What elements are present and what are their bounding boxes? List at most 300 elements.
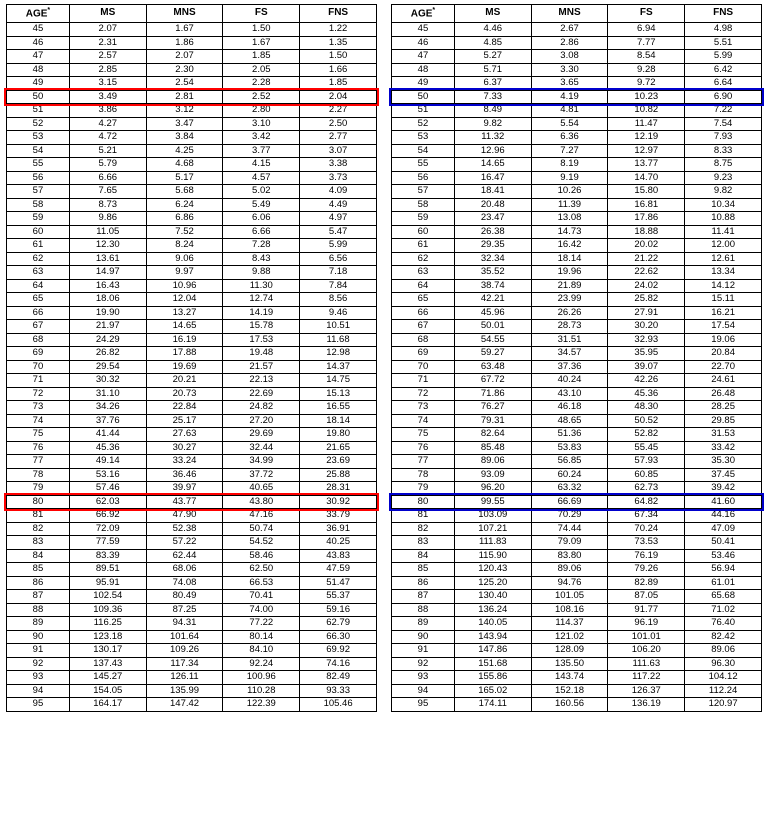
cell-ms: 136.24 (454, 603, 531, 617)
cell-fs: 54.52 (223, 536, 300, 550)
table-row (7, 441, 377, 455)
cell-age: 60 (392, 225, 455, 239)
cell-fs: 16.81 (608, 198, 685, 212)
cell-mns: 79.09 (531, 536, 608, 550)
cell-ms: 9.82 (454, 117, 531, 131)
cell-fs: 57.93 (608, 455, 685, 469)
cell-age: 56 (7, 171, 70, 185)
cell-age: 84 (7, 549, 70, 563)
cell-ms: 107.21 (454, 522, 531, 536)
cell-mns: 20.21 (146, 374, 223, 388)
cell-fns: 11.68 (300, 333, 377, 347)
table-row (7, 198, 377, 212)
cell-fns: 1.35 (300, 36, 377, 50)
cell-fns: 10.51 (300, 320, 377, 334)
cell-mns: 3.84 (146, 131, 223, 145)
table-row (7, 333, 377, 347)
cell-mns: 23.99 (531, 293, 608, 307)
cell-fs: 14.19 (223, 306, 300, 320)
cell-mns: 9.97 (146, 266, 223, 280)
table-row (392, 576, 762, 590)
table-row (7, 630, 377, 644)
table-row (7, 360, 377, 374)
cell-ms: 93.09 (454, 468, 531, 482)
cell-mns: 2.67 (531, 23, 608, 37)
cell-age: 79 (392, 482, 455, 496)
cell-fs: 64.82 (608, 495, 685, 509)
cell-fs: 32.44 (223, 441, 300, 455)
cell-age: 57 (392, 185, 455, 199)
cell-age: 76 (392, 441, 455, 455)
left-table-wrapper (6, 4, 377, 824)
cell-ms: 21.97 (69, 320, 146, 334)
cell-fs: 9.28 (608, 63, 685, 77)
cell-age: 66 (392, 306, 455, 320)
table-row (392, 401, 762, 415)
cell-mns: 80.49 (146, 590, 223, 604)
cell-age: 76 (7, 441, 70, 455)
cell-age: 77 (392, 455, 455, 469)
cell-age: 59 (7, 212, 70, 226)
cell-fns: 56.94 (685, 563, 762, 577)
cell-ms: 2.85 (69, 63, 146, 77)
cell-fns: 24.61 (685, 374, 762, 388)
cell-mns: 2.86 (531, 36, 608, 50)
cell-age: 70 (7, 360, 70, 374)
cell-fs: 5.49 (223, 198, 300, 212)
cell-fns: 8.75 (685, 158, 762, 172)
cell-fns: 19.80 (300, 428, 377, 442)
cell-ms: 111.83 (454, 536, 531, 550)
cell-fns: 7.18 (300, 266, 377, 280)
cell-ms: 5.79 (69, 158, 146, 172)
cell-age: 67 (7, 320, 70, 334)
table-row (392, 90, 762, 104)
cell-ms: 42.21 (454, 293, 531, 307)
cell-ms: 115.90 (454, 549, 531, 563)
cell-fns: 33.79 (300, 509, 377, 523)
cell-ms: 147.86 (454, 644, 531, 658)
table-row (392, 563, 762, 577)
cell-ms: 13.61 (69, 252, 146, 266)
cell-ms: 83.39 (69, 549, 146, 563)
cell-fs: 126.37 (608, 684, 685, 698)
column-header-ms: MS (69, 5, 146, 23)
cell-mns: 87.25 (146, 603, 223, 617)
cell-fs: 1.85 (223, 50, 300, 64)
table-header-row (392, 5, 762, 23)
cell-ms: 79.31 (454, 414, 531, 428)
cell-age: 61 (7, 239, 70, 253)
cell-mns: 19.96 (531, 266, 608, 280)
table-row (392, 320, 762, 334)
column-header-age-label: AGE (410, 8, 433, 20)
cell-mns: 40.24 (531, 374, 608, 388)
cell-mns: 33.24 (146, 455, 223, 469)
cell-fs: 19.48 (223, 347, 300, 361)
table-row (392, 549, 762, 563)
cell-age: 52 (7, 117, 70, 131)
cell-age: 68 (7, 333, 70, 347)
cell-fs: 5.02 (223, 185, 300, 199)
cell-fns: 13.34 (685, 266, 762, 280)
cell-fs: 110.28 (223, 684, 300, 698)
cell-mns: 36.46 (146, 468, 223, 482)
cell-mns: 30.27 (146, 441, 223, 455)
cell-ms: 3.49 (69, 90, 146, 104)
cell-fs: 87.05 (608, 590, 685, 604)
cell-age: 62 (7, 252, 70, 266)
cell-mns: 160.56 (531, 698, 608, 712)
column-header-fns: FNS (300, 5, 377, 23)
cell-fs: 8.54 (608, 50, 685, 64)
table-row (7, 387, 377, 401)
cell-fns: 82.42 (685, 630, 762, 644)
cell-mns: 57.22 (146, 536, 223, 550)
table-header-row (7, 5, 377, 23)
cell-fns: 18.14 (300, 414, 377, 428)
cell-fns: 5.51 (685, 36, 762, 50)
cell-mns: 26.26 (531, 306, 608, 320)
cell-age: 66 (7, 306, 70, 320)
cell-fs: 6.94 (608, 23, 685, 37)
column-header-ms: MS (454, 5, 531, 23)
table-row (7, 320, 377, 334)
cell-mns: 4.68 (146, 158, 223, 172)
cell-fns: 4.09 (300, 185, 377, 199)
cell-age: 56 (392, 171, 455, 185)
cell-fs: 43.80 (223, 495, 300, 509)
table-row (392, 104, 762, 118)
table-row (7, 536, 377, 550)
cell-age: 75 (392, 428, 455, 442)
cell-fns: 93.33 (300, 684, 377, 698)
cell-mns: 52.38 (146, 522, 223, 536)
cell-mns: 109.26 (146, 644, 223, 658)
cell-age: 83 (392, 536, 455, 550)
cell-age: 52 (392, 117, 455, 131)
cell-ms: 85.48 (454, 441, 531, 455)
cell-fns: 47.09 (685, 522, 762, 536)
right-table-wrapper (391, 4, 762, 824)
table-row (7, 23, 377, 37)
cell-fs: 9.72 (608, 77, 685, 91)
cell-fs: 106.20 (608, 644, 685, 658)
cell-age: 89 (7, 617, 70, 631)
cell-mns: 19.69 (146, 360, 223, 374)
table-row (392, 522, 762, 536)
cell-age: 63 (392, 266, 455, 280)
table-row (392, 158, 762, 172)
cell-fs: 111.63 (608, 657, 685, 671)
cell-mns: 121.02 (531, 630, 608, 644)
cell-mns: 34.57 (531, 347, 608, 361)
table-row (392, 117, 762, 131)
cell-ms: 57.46 (69, 482, 146, 496)
cell-mns: 9.19 (531, 171, 608, 185)
cell-mns: 13.27 (146, 306, 223, 320)
column-header-mns: MNS (146, 5, 223, 23)
table-row (392, 144, 762, 158)
cell-mns: 101.05 (531, 590, 608, 604)
cell-mns: 108.16 (531, 603, 608, 617)
cell-fs: 52.82 (608, 428, 685, 442)
table-row (7, 144, 377, 158)
cell-ms: 2.57 (69, 50, 146, 64)
cell-fs: 7.77 (608, 36, 685, 50)
cell-fns: 59.16 (300, 603, 377, 617)
table-row (392, 63, 762, 77)
table-row (7, 117, 377, 131)
cell-ms: 14.97 (69, 266, 146, 280)
cell-fs: 3.42 (223, 131, 300, 145)
cell-mns: 83.80 (531, 549, 608, 563)
cell-fns: 1.66 (300, 63, 377, 77)
table-row (392, 360, 762, 374)
cell-fs: 22.62 (608, 266, 685, 280)
cell-fns: 82.49 (300, 671, 377, 685)
cell-fs: 2.05 (223, 63, 300, 77)
cell-fns: 2.50 (300, 117, 377, 131)
cell-fs: 7.28 (223, 239, 300, 253)
cell-age: 73 (392, 401, 455, 415)
cell-fs: 91.77 (608, 603, 685, 617)
table-row (7, 522, 377, 536)
cell-ms: 11.32 (454, 131, 531, 145)
cell-mns: 101.64 (146, 630, 223, 644)
cell-age: 67 (392, 320, 455, 334)
cell-fns: 19.06 (685, 333, 762, 347)
cell-age: 62 (392, 252, 455, 266)
cell-fs: 20.02 (608, 239, 685, 253)
cell-ms: 18.06 (69, 293, 146, 307)
cell-fns: 2.77 (300, 131, 377, 145)
cell-ms: 89.06 (454, 455, 531, 469)
cell-fns: 41.60 (685, 495, 762, 509)
cell-fs: 24.82 (223, 401, 300, 415)
cell-ms: 11.05 (69, 225, 146, 239)
cell-age: 49 (7, 77, 70, 91)
table-row (392, 171, 762, 185)
column-header-age (7, 5, 70, 23)
cell-mns: 16.42 (531, 239, 608, 253)
cell-mns: 3.30 (531, 63, 608, 77)
cell-ms: 49.14 (69, 455, 146, 469)
cell-fns: 25.88 (300, 468, 377, 482)
cell-ms: 102.54 (69, 590, 146, 604)
cell-mns: 1.67 (146, 23, 223, 37)
cell-fs: 34.99 (223, 455, 300, 469)
cell-age: 71 (392, 374, 455, 388)
cell-fns: 12.61 (685, 252, 762, 266)
cell-ms: 45.36 (69, 441, 146, 455)
column-header-age (392, 5, 455, 23)
cell-mns: 7.52 (146, 225, 223, 239)
table-row (392, 293, 762, 307)
cell-age: 81 (7, 509, 70, 523)
cell-ms: 29.54 (69, 360, 146, 374)
right-table-head (392, 5, 762, 23)
cell-ms: 4.85 (454, 36, 531, 50)
table-row (392, 225, 762, 239)
cell-age: 68 (392, 333, 455, 347)
table-row (392, 684, 762, 698)
cell-age: 89 (392, 617, 455, 631)
table-row (392, 198, 762, 212)
cell-age: 82 (392, 522, 455, 536)
cell-age: 64 (392, 279, 455, 293)
cell-mns: 20.73 (146, 387, 223, 401)
cell-age: 90 (7, 630, 70, 644)
table-row (392, 387, 762, 401)
cell-ms: 16.43 (69, 279, 146, 293)
cell-fs: 4.15 (223, 158, 300, 172)
table-row (392, 617, 762, 631)
cell-fns: 31.53 (685, 428, 762, 442)
cell-fs: 24.02 (608, 279, 685, 293)
cell-mns: 5.17 (146, 171, 223, 185)
cell-fns: 71.02 (685, 603, 762, 617)
cell-mns: 5.54 (531, 117, 608, 131)
cell-fns: 10.34 (685, 198, 762, 212)
cell-fs: 9.88 (223, 266, 300, 280)
cell-fs: 22.69 (223, 387, 300, 401)
cell-fs: 117.22 (608, 671, 685, 685)
cell-age: 48 (7, 63, 70, 77)
cell-fs: 76.19 (608, 549, 685, 563)
cell-age: 83 (7, 536, 70, 550)
cell-fs: 11.47 (608, 117, 685, 131)
cell-age: 48 (392, 63, 455, 77)
cell-fs: 77.22 (223, 617, 300, 631)
cell-age: 92 (7, 657, 70, 671)
left-rate-table (6, 4, 377, 712)
cell-age: 47 (392, 50, 455, 64)
table-row (392, 36, 762, 50)
table-row (392, 441, 762, 455)
cell-age: 61 (392, 239, 455, 253)
cell-age: 94 (392, 684, 455, 698)
cell-age: 72 (392, 387, 455, 401)
cell-fns: 39.42 (685, 482, 762, 496)
table-row (7, 549, 377, 563)
cell-ms: 103.09 (454, 509, 531, 523)
table-row (7, 603, 377, 617)
cell-age: 72 (7, 387, 70, 401)
cell-age: 86 (392, 576, 455, 590)
cell-age: 70 (392, 360, 455, 374)
cell-age: 77 (7, 455, 70, 469)
table-row (392, 698, 762, 712)
table-row (392, 131, 762, 145)
cell-fns: 15.11 (685, 293, 762, 307)
cell-age: 85 (392, 563, 455, 577)
cell-fns: 1.22 (300, 23, 377, 37)
cell-age: 78 (7, 468, 70, 482)
table-row (7, 158, 377, 172)
cell-fns: 43.83 (300, 549, 377, 563)
table-row (392, 374, 762, 388)
table-row (7, 104, 377, 118)
cell-age: 74 (392, 414, 455, 428)
cell-ms: 174.11 (454, 698, 531, 712)
cell-mns: 5.68 (146, 185, 223, 199)
cell-mns: 4.25 (146, 144, 223, 158)
cell-ms: 130.17 (69, 644, 146, 658)
cell-fs: 29.69 (223, 428, 300, 442)
cell-fns: 65.68 (685, 590, 762, 604)
cell-fs: 3.77 (223, 144, 300, 158)
cell-ms: 5.21 (69, 144, 146, 158)
table-row (7, 347, 377, 361)
cell-ms: 38.74 (454, 279, 531, 293)
cell-fns: 3.07 (300, 144, 377, 158)
cell-age: 53 (7, 131, 70, 145)
cell-fs: 96.19 (608, 617, 685, 631)
cell-fns: 120.97 (685, 698, 762, 712)
cell-fs: 21.57 (223, 360, 300, 374)
cell-fs: 25.82 (608, 293, 685, 307)
cell-mns: 68.06 (146, 563, 223, 577)
cell-fs: 2.80 (223, 104, 300, 118)
cell-fs: 60.85 (608, 468, 685, 482)
cell-fns: 6.90 (685, 90, 762, 104)
table-row (392, 306, 762, 320)
table-row (7, 63, 377, 77)
cell-age: 87 (392, 590, 455, 604)
cell-fns: 6.56 (300, 252, 377, 266)
cell-fns: 40.25 (300, 536, 377, 550)
cell-age: 54 (7, 144, 70, 158)
cell-fs: 32.93 (608, 333, 685, 347)
table-row (7, 374, 377, 388)
cell-mns: 152.18 (531, 684, 608, 698)
cell-fns: 17.54 (685, 320, 762, 334)
cell-ms: 164.17 (69, 698, 146, 712)
cell-mns: 2.54 (146, 77, 223, 91)
cell-fns: 29.85 (685, 414, 762, 428)
cell-fs: 50.52 (608, 414, 685, 428)
cell-ms: 3.15 (69, 77, 146, 91)
table-row (392, 279, 762, 293)
cell-mns: 3.47 (146, 117, 223, 131)
table-row (7, 131, 377, 145)
cell-mns: 6.36 (531, 131, 608, 145)
cell-fns: 2.27 (300, 104, 377, 118)
cell-ms: 20.48 (454, 198, 531, 212)
cell-fs: 136.19 (608, 698, 685, 712)
cell-ms: 41.44 (69, 428, 146, 442)
cell-ms: 67.72 (454, 374, 531, 388)
cell-fns: 74.16 (300, 657, 377, 671)
table-row (7, 36, 377, 50)
table-row (7, 414, 377, 428)
cell-fns: 1.50 (300, 50, 377, 64)
cell-ms: 82.64 (454, 428, 531, 442)
table-row (392, 630, 762, 644)
cell-age: 45 (392, 23, 455, 37)
cell-fs: 21.22 (608, 252, 685, 266)
cell-fs: 27.20 (223, 414, 300, 428)
cell-age: 78 (392, 468, 455, 482)
cell-age: 85 (7, 563, 70, 577)
table-row (392, 644, 762, 658)
cell-fns: 36.91 (300, 522, 377, 536)
table-row (392, 347, 762, 361)
table-row (392, 266, 762, 280)
cell-mns: 51.36 (531, 428, 608, 442)
cell-fns: 4.49 (300, 198, 377, 212)
